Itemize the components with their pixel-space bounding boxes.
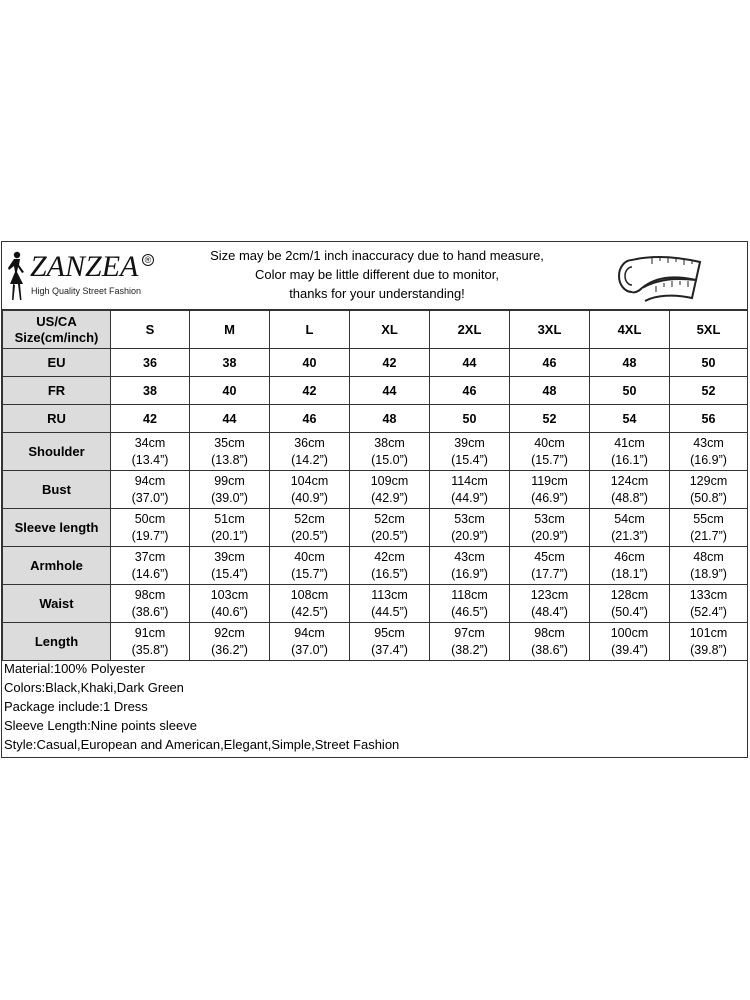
size-value: 50	[590, 377, 670, 405]
table-row	[3, 471, 748, 509]
corner-line: Size(cm/inch)	[14, 329, 99, 345]
inch-value: (21.3”)	[611, 528, 648, 543]
measurement-cell	[350, 623, 430, 661]
inch-value: (36.2”)	[211, 642, 248, 657]
cm-value: 43cm	[693, 435, 724, 450]
inch-value: (13.4”)	[131, 452, 169, 467]
measurement-cell	[270, 623, 350, 661]
cm-value: 113cm	[371, 587, 408, 602]
size-header: M	[190, 311, 270, 349]
inch-value: (16.5”)	[371, 566, 408, 581]
measurement-cell	[590, 547, 670, 585]
brand-logo	[2, 248, 167, 304]
size-value: 46	[430, 377, 510, 405]
size-value: 40	[270, 349, 350, 377]
inch-value: (16.1”)	[611, 452, 648, 467]
notice-line: Size may be 2cm/1 inch inaccuracy due to hand measure,	[210, 248, 544, 263]
inch-value: (17.7”)	[531, 566, 568, 581]
inch-value: (39.4”)	[611, 642, 648, 657]
measurement-cell	[430, 471, 510, 509]
size-value: 48	[350, 405, 430, 433]
measurement-notice	[167, 246, 587, 303]
cm-value: 39cm	[454, 435, 485, 450]
cm-value: 108cm	[290, 587, 329, 602]
cm-value: 123cm	[530, 587, 569, 602]
inch-value: (42.5”)	[291, 604, 328, 619]
measurement-cell	[190, 509, 270, 547]
inch-value: (50.8”)	[690, 490, 727, 505]
size-value: 44	[350, 377, 430, 405]
measurement-cell	[510, 471, 590, 509]
inch-value: (15.4”)	[211, 566, 248, 581]
corner-label	[3, 311, 111, 349]
spec-line: Package include:1 Dress	[4, 699, 148, 714]
cm-value: 52cm	[374, 511, 405, 526]
measuring-tape-icon	[612, 248, 707, 306]
inch-value: (21.7”)	[690, 528, 727, 543]
inch-value: (16.9”)	[690, 452, 727, 467]
inch-value: (18.9”)	[690, 566, 727, 581]
measurement-cell	[670, 585, 748, 623]
cm-value: 40cm	[534, 435, 565, 450]
row-label: RU	[3, 405, 111, 433]
cm-value: 94cm	[134, 473, 166, 488]
chart-header	[2, 242, 747, 310]
cm-value: 99cm	[214, 473, 245, 488]
size-value: 50	[670, 349, 748, 377]
measurement-cell	[430, 509, 510, 547]
measurement-cell	[270, 433, 350, 471]
size-header: 2XL	[430, 311, 510, 349]
cm-value: 48cm	[693, 549, 724, 564]
measurement-cell	[430, 623, 510, 661]
inch-value: (48.8”)	[611, 490, 648, 505]
woman-silhouette-icon	[4, 250, 28, 302]
measurement-cell	[270, 509, 350, 547]
measurement-cell	[590, 585, 670, 623]
size-value: 38	[111, 377, 190, 405]
size-value: 54	[590, 405, 670, 433]
measurement-cell	[430, 547, 510, 585]
measurement-cell	[190, 433, 270, 471]
measurement-cell	[111, 623, 190, 661]
table-row	[3, 405, 748, 433]
measurement-cell	[350, 585, 430, 623]
inch-value: (37.0”)	[131, 490, 169, 505]
inch-value: (20.1”)	[211, 528, 248, 543]
measurement-cell	[510, 547, 590, 585]
cm-value: 40cm	[294, 549, 325, 564]
row-label: Waist	[3, 585, 111, 623]
size-header: 5XL	[670, 311, 748, 349]
measurement-cell	[111, 509, 190, 547]
measurement-cell	[190, 471, 270, 509]
cm-value: 39cm	[214, 549, 245, 564]
size-value: 48	[510, 377, 590, 405]
registered-mark: ®	[142, 254, 154, 266]
table-row	[3, 509, 748, 547]
inch-value: (20.9”)	[451, 528, 488, 543]
size-value: 46	[510, 349, 590, 377]
inch-value: (37.0”)	[291, 642, 328, 657]
measurement-cell	[510, 623, 590, 661]
measurement-cell	[350, 547, 430, 585]
inch-value: (20.9”)	[531, 528, 568, 543]
inch-value: (13.8”)	[211, 452, 248, 467]
row-label: FR	[3, 377, 111, 405]
measurement-cell	[270, 585, 350, 623]
inch-value: (40.6”)	[211, 604, 248, 619]
measurement-cell	[670, 471, 748, 509]
measurement-cell	[510, 509, 590, 547]
inch-value: (44.9”)	[451, 490, 488, 505]
measurement-cell	[190, 623, 270, 661]
spec-line: Material:100% Polyester	[4, 661, 145, 676]
measurement-cell	[590, 509, 670, 547]
cm-value: 43cm	[454, 549, 485, 564]
size-value: 50	[430, 405, 510, 433]
cm-value: 129cm	[689, 473, 728, 488]
size-table	[2, 310, 748, 661]
cm-value: 54cm	[614, 511, 645, 526]
spec-line: Style:Casual,European and American,Elegant,Simple,Street Fashion	[4, 737, 400, 752]
inch-value: (39.8”)	[690, 642, 727, 657]
measurement-cell	[111, 433, 190, 471]
measurement-cell	[270, 547, 350, 585]
cm-value: 128cm	[610, 587, 649, 602]
measurement-cell	[510, 585, 590, 623]
cm-value: 95cm	[374, 625, 405, 640]
measurement-cell	[670, 509, 748, 547]
inch-value: (20.5”)	[291, 528, 328, 543]
table-row	[3, 623, 748, 661]
cm-value: 45cm	[534, 549, 565, 564]
row-label: EU	[3, 349, 111, 377]
cm-value: 104cm	[290, 473, 329, 488]
brand-name: ZANZEA	[30, 250, 139, 283]
measurement-cell	[670, 433, 748, 471]
table-row	[3, 433, 748, 471]
cm-value: 50cm	[134, 511, 166, 526]
table-row	[3, 377, 748, 405]
table-row	[3, 547, 748, 585]
spec-line: Sleeve Length:Nine points sleeve	[4, 718, 197, 733]
inch-value: (35.8”)	[131, 642, 169, 657]
size-value: 44	[190, 405, 270, 433]
size-value: 52	[670, 377, 748, 405]
measurement-cell	[590, 471, 670, 509]
inch-value: (38.2”)	[451, 642, 488, 657]
size-value: 52	[510, 405, 590, 433]
inch-value: (37.4”)	[371, 642, 408, 657]
cm-value: 34cm	[134, 435, 166, 450]
inch-value: (15.4”)	[451, 452, 488, 467]
inch-value: (18.1”)	[611, 566, 648, 581]
measurement-cell	[350, 471, 430, 509]
cm-value: 103cm	[210, 587, 249, 602]
size-value: 36	[111, 349, 190, 377]
cm-value: 42cm	[374, 549, 405, 564]
cm-value: 53cm	[534, 511, 565, 526]
cm-value: 97cm	[454, 625, 485, 640]
inch-value: (50.4”)	[611, 604, 648, 619]
inch-value: (15.7”)	[291, 566, 328, 581]
size-value: 48	[590, 349, 670, 377]
measurement-cell	[590, 623, 670, 661]
measurement-cell	[590, 433, 670, 471]
cm-value: 94cm	[294, 625, 325, 640]
cm-value: 100cm	[610, 625, 649, 640]
measurement-cell	[111, 547, 190, 585]
cm-value: 92cm	[214, 625, 245, 640]
cm-value: 124cm	[610, 473, 649, 488]
measurement-cell	[670, 623, 748, 661]
size-value: 44	[430, 349, 510, 377]
size-header: XL	[350, 311, 430, 349]
inch-value: (40.9”)	[291, 490, 328, 505]
inch-value: (48.4”)	[531, 604, 568, 619]
cm-value: 109cm	[370, 473, 409, 488]
size-value: 42	[270, 377, 350, 405]
brand-tagline: High Quality Street Fashion	[31, 286, 142, 296]
inch-value: (15.7”)	[531, 452, 568, 467]
inch-value: (46.5”)	[451, 604, 488, 619]
inch-value: (19.7”)	[131, 528, 169, 543]
size-header-row	[3, 311, 748, 349]
cm-value: 53cm	[454, 511, 485, 526]
measurement-cell	[190, 585, 270, 623]
measurement-cell	[190, 547, 270, 585]
inch-value: (38.6”)	[531, 642, 568, 657]
inch-value: (20.5”)	[371, 528, 408, 543]
cm-value: 38cm	[374, 435, 405, 450]
cm-value: 51cm	[214, 511, 245, 526]
inch-value: (14.6”)	[131, 566, 169, 581]
size-value: 42	[350, 349, 430, 377]
measurement-cell	[430, 585, 510, 623]
size-value: 40	[190, 377, 270, 405]
measurement-cell	[430, 433, 510, 471]
inch-value: (15.0”)	[371, 452, 408, 467]
row-label: Sleeve length	[3, 509, 111, 547]
size-header: 4XL	[590, 311, 670, 349]
size-chart	[1, 241, 748, 758]
cm-value: 98cm	[534, 625, 565, 640]
size-value: 56	[670, 405, 748, 433]
inch-value: (42.9”)	[371, 490, 408, 505]
inch-value: (46.9”)	[531, 490, 568, 505]
product-specs	[2, 657, 749, 754]
size-value: 38	[190, 349, 270, 377]
cm-value: 118cm	[451, 587, 488, 602]
row-label: Armhole	[3, 547, 111, 585]
table-row	[3, 349, 748, 377]
spec-line: Colors:Black,Khaki,Dark Green	[4, 680, 184, 695]
measurement-cell	[111, 471, 190, 509]
row-label: Shoulder	[3, 433, 111, 471]
cm-value: 41cm	[614, 435, 645, 450]
inch-value: (44.5”)	[371, 604, 408, 619]
cm-value: 119cm	[531, 473, 568, 488]
cm-value: 114cm	[451, 473, 488, 488]
size-value: 42	[111, 405, 190, 433]
measurement-cell	[350, 509, 430, 547]
measurement-cell	[510, 433, 590, 471]
inch-value: (16.9”)	[451, 566, 488, 581]
cm-value: 91cm	[134, 625, 166, 640]
inch-value: (38.6”)	[131, 604, 169, 619]
inch-value: (39.0”)	[211, 490, 248, 505]
cm-value: 46cm	[614, 549, 645, 564]
measurement-cell	[270, 471, 350, 509]
size-value: 46	[270, 405, 350, 433]
inch-value: (52.4”)	[690, 604, 727, 619]
measurement-cell	[111, 585, 190, 623]
row-label: Length	[3, 623, 111, 661]
size-header: 3XL	[510, 311, 590, 349]
cm-value: 37cm	[134, 549, 166, 564]
table-row	[3, 585, 748, 623]
cm-value: 36cm	[294, 435, 325, 450]
row-label: Bust	[3, 471, 111, 509]
measurement-cell	[350, 433, 430, 471]
size-header: S	[111, 311, 190, 349]
measurement-cell	[670, 547, 748, 585]
cm-value: 133cm	[689, 587, 728, 602]
cm-value: 52cm	[294, 511, 325, 526]
notice-line: thanks for your understanding!	[289, 286, 465, 301]
inch-value: (14.2”)	[291, 452, 328, 467]
cm-value: 55cm	[693, 511, 724, 526]
cm-value: 35cm	[214, 435, 245, 450]
notice-line: Color may be little different due to monitor,	[255, 267, 499, 282]
cm-value: 101cm	[689, 625, 728, 640]
corner-line: US/CA	[36, 313, 77, 329]
size-header: L	[270, 311, 350, 349]
cm-value: 98cm	[134, 587, 166, 602]
